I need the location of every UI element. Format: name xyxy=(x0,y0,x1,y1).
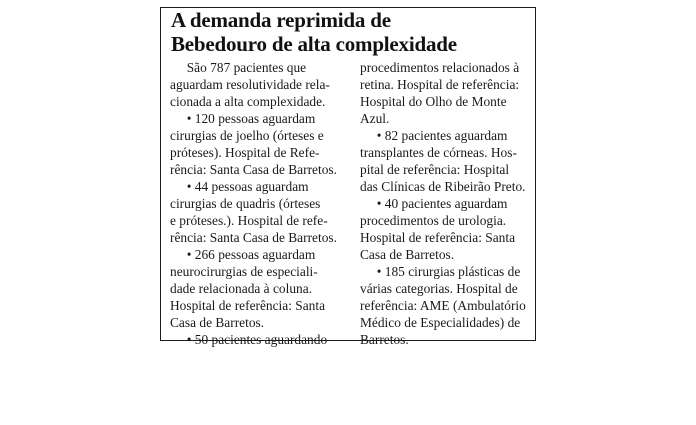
body-line: • 50 pacientes aguardando xyxy=(170,332,328,347)
headline-line-1: A demanda reprimida de xyxy=(171,8,391,32)
body-line: cirurgias de quadris (órteses xyxy=(170,196,321,211)
article-headline xyxy=(171,8,531,56)
body-line: rência: Santa Casa de Barretos. xyxy=(170,230,337,245)
body-line: transplantes de córneas. Hos- xyxy=(360,145,517,160)
body-line: cirurgias de joelho (órteses e xyxy=(170,128,324,143)
body-line: São 787 pacientes que xyxy=(170,60,307,75)
body-line: Hospital de referência: Santa xyxy=(170,298,326,313)
body-line: cionada a alta complexidade. xyxy=(170,94,326,109)
body-line: referência: AME (Ambulatório xyxy=(360,298,526,313)
body-line: • 82 pacientes aguardam xyxy=(360,128,508,143)
body-line: • 44 pessoas aguardam xyxy=(170,179,309,194)
body-line: Barretos. xyxy=(360,332,409,347)
body-line: procedimentos relacionados à xyxy=(360,60,520,75)
body-line: procedimentos de urologia. xyxy=(360,213,507,228)
left-column xyxy=(170,59,347,348)
body-line: Casa de Barretos. xyxy=(170,315,265,330)
body-line: próteses). Hospital de Refe- xyxy=(170,145,320,160)
headline-line-2: Bebedouro de alta complexidade xyxy=(171,32,457,56)
body-line: • 120 pessoas aguardam xyxy=(170,111,316,126)
body-line: dade relacionada à coluna. xyxy=(170,281,313,296)
body-line: pital de referência: Hospital xyxy=(360,162,510,177)
body-line: neurocirurgias de especiali- xyxy=(170,264,318,279)
body-line: • 266 pessoas aguardam xyxy=(170,247,316,262)
article-box xyxy=(160,7,536,347)
body-line: Hospital do Olho de Monte xyxy=(360,94,507,109)
body-line: • 185 cirurgias plásticas de xyxy=(360,264,521,279)
body-line: Casa de Barretos. xyxy=(360,247,455,262)
body-line: rência: Santa Casa de Barretos. xyxy=(170,162,337,177)
body-line: Hospital de referência: Santa xyxy=(360,230,516,245)
body-line: das Clínicas de Ribeirão Preto. xyxy=(360,179,526,194)
body-line: e próteses.). Hospital de refe- xyxy=(170,213,328,228)
body-line: retina. Hospital de referência: xyxy=(360,77,520,92)
body-line: aguardam resolutividade rela- xyxy=(170,77,330,92)
body-line: Médico de Especialidades) de xyxy=(360,315,521,330)
body-line: várias categorias. Hospital de xyxy=(360,281,518,296)
right-column xyxy=(360,59,530,348)
body-line: • 40 pacientes aguardam xyxy=(360,196,508,211)
body-line: Azul. xyxy=(360,111,390,126)
